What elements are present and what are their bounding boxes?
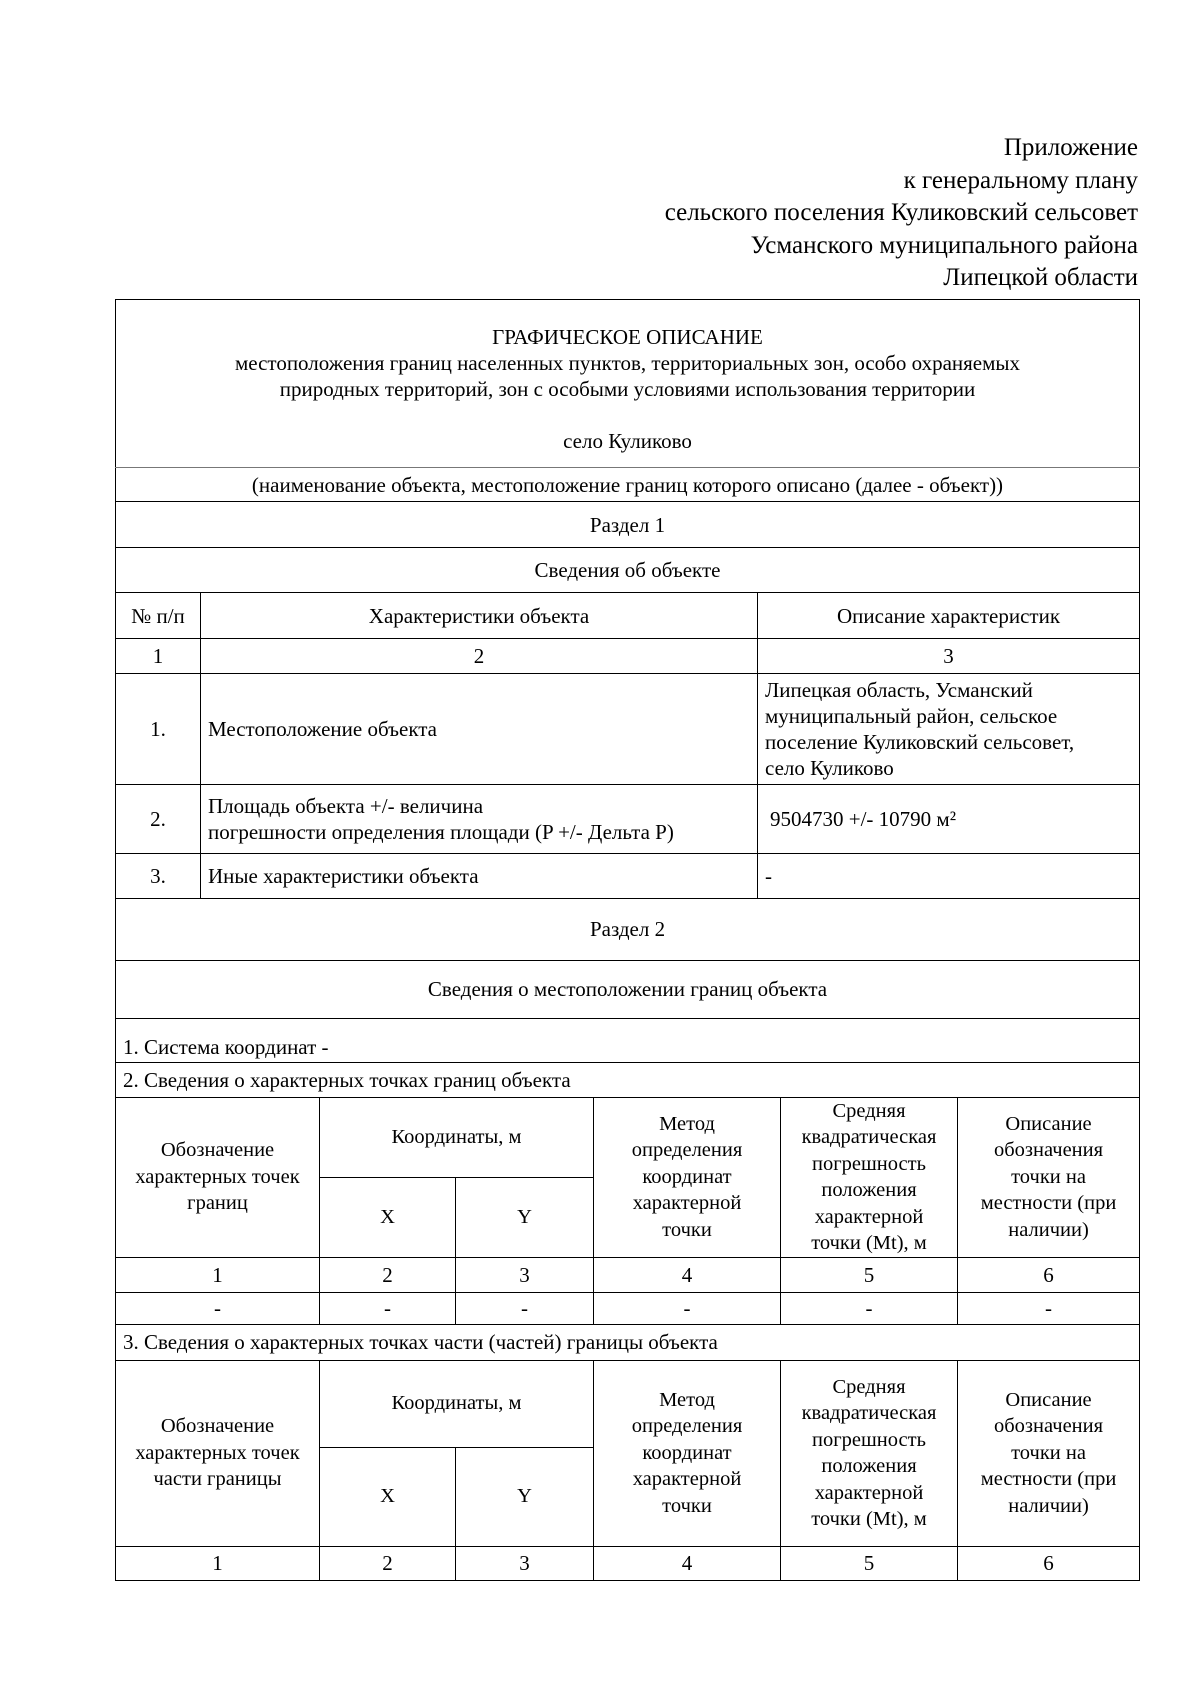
points-title: 2. Сведения о характерных точках границ объекта [116, 1062, 1140, 1097]
row-number: 3. [116, 854, 201, 899]
column-number: 1 [116, 1257, 320, 1292]
column-number: 4 [594, 1546, 781, 1580]
column-number: 5 [781, 1257, 958, 1292]
column-number: 2 [320, 1257, 456, 1292]
header-line: положения [821, 1179, 917, 1201]
document-subtitle: природных территорий, зон с особыми условиями использования территории [279, 377, 976, 401]
column-header-y: Y [456, 1178, 594, 1258]
header-line: местности (при [980, 1468, 1117, 1491]
annex-line: сельского поселения Куликовский сельсовет [664, 199, 1138, 226]
header-line: границ [187, 1192, 248, 1215]
section1-label: Раздел 1 [116, 502, 1140, 548]
header-line: определения [631, 1139, 743, 1162]
section2-table [115, 898, 1140, 1581]
column-header-coordinates: Координаты, м [320, 1360, 594, 1447]
header-line: точки на [1011, 1165, 1086, 1188]
part-points-title: 3. Сведения о характерных точках части (частей) границы объекта [116, 1324, 1140, 1360]
row-characteristic [201, 785, 758, 854]
row-number: 2. [116, 785, 201, 854]
column-header-num: № п/п [116, 593, 201, 639]
description-line: муниципальный район, сельское [765, 704, 1058, 728]
header-line: характерной [814, 1481, 924, 1504]
section2-title: Сведения о местоположении границ объекта [116, 960, 1140, 1018]
column-header-coordinates: Координаты, м [320, 1097, 594, 1178]
header-line: определения [631, 1415, 743, 1438]
header-line: квадратическая [801, 1402, 937, 1424]
header-line: наличии) [1008, 1494, 1089, 1517]
table-row [116, 674, 1140, 785]
header-line: точки на [1011, 1441, 1086, 1464]
header-line: характерной [632, 1468, 742, 1491]
row-description: - [758, 854, 1140, 899]
row-characteristic: Иные характеристики объекта [201, 854, 758, 899]
table-row [116, 854, 1140, 899]
column-number: 6 [958, 1546, 1140, 1580]
point-cell: - [116, 1292, 320, 1324]
header-line: Описание [1005, 1112, 1092, 1135]
row-description: 9504730 +/- 10790 м² [758, 785, 1140, 854]
annex-line: Приложение [1003, 134, 1138, 161]
annex-line: Липецкой области [943, 264, 1138, 291]
column-number: 1 [116, 1546, 320, 1580]
annex-header [665, 132, 1138, 295]
column-number: 4 [594, 1257, 781, 1292]
header-line: Обозначение [160, 1415, 275, 1438]
row-number: 1. [116, 674, 201, 785]
point-cell: - [320, 1292, 456, 1324]
document-title-block [116, 300, 1140, 468]
column-header-method [594, 1360, 781, 1546]
description-line: поселение Куликовский сельсовет, [765, 730, 1075, 754]
header-line: Описание [1005, 1388, 1092, 1411]
point-cell: - [594, 1292, 781, 1324]
column-number: 2 [201, 639, 758, 674]
description-line: село Куликово [765, 756, 894, 780]
table-row [116, 1292, 1140, 1324]
point-cell: - [781, 1292, 958, 1324]
annex-line: Усманского муниципального района [750, 231, 1138, 259]
column-number: 1 [116, 639, 201, 674]
header-line: координат [642, 1165, 732, 1188]
graphic-description-form [115, 299, 1139, 1581]
column-header-x: X [320, 1178, 456, 1258]
document-title: ГРАФИЧЕСКОЕ ОПИСАНИЕ [492, 325, 763, 349]
header-line: характерной [632, 1192, 742, 1215]
characteristic-line: Площадь объекта +/- величина [208, 794, 484, 818]
column-header-characteristic: Характеристики объекта [201, 593, 758, 639]
annex-line: к генеральному плану [903, 166, 1138, 194]
header-line: точки (Mt), м [811, 1232, 927, 1254]
header-line: обозначения [994, 1415, 1104, 1438]
section2-label: Раздел 2 [116, 898, 1140, 960]
column-header-mean-square-error [781, 1360, 958, 1546]
header-line: местности (при [980, 1192, 1117, 1215]
header-line: части границы [153, 1468, 282, 1491]
row-description [758, 674, 1140, 785]
header-line: Метод [659, 1112, 715, 1135]
header-line: Средняя [832, 1099, 906, 1122]
column-header-point-description [958, 1360, 1140, 1546]
document-subtitle: местоположения границ населенных пунктов, территориальных зон, особо охраняемых [234, 351, 1021, 375]
coordinate-system: 1. Система координат - [116, 1018, 1140, 1062]
characteristic-line: погрешности определения площади (P +/- Дельта P) [208, 820, 674, 844]
header-line: погрешность [812, 1152, 926, 1175]
header-line: квадратическая [801, 1126, 937, 1148]
object-name: село Куликово [563, 429, 692, 453]
header-line: координат [642, 1441, 732, 1464]
column-header-mean-square-error [781, 1097, 958, 1257]
row-characteristic: Местоположение объекта [201, 674, 758, 785]
column-number: 6 [958, 1257, 1140, 1292]
column-header-x: X [320, 1447, 456, 1546]
header-line: наличии) [1008, 1218, 1089, 1241]
point-cell: - [456, 1292, 594, 1324]
header-line: характерной [814, 1205, 924, 1228]
header-line: Средняя [832, 1375, 906, 1398]
column-header-description: Описание характеристик [758, 593, 1140, 639]
header-line: Обозначение [160, 1139, 275, 1162]
header-line: Метод [659, 1388, 715, 1411]
header-line: характерных точек [135, 1441, 300, 1464]
column-number: 3 [456, 1257, 594, 1292]
point-cell: - [958, 1292, 1140, 1324]
header-line: обозначения [994, 1139, 1104, 1162]
header-line: погрешность [812, 1428, 926, 1451]
description-line: Липецкая область, Усманский [765, 678, 1033, 702]
section1-table [115, 299, 1140, 899]
column-header-point-description [958, 1097, 1140, 1257]
header-line: точки (Mt), м [811, 1508, 927, 1530]
header-line: точки [662, 1494, 712, 1517]
column-header-method [594, 1097, 781, 1257]
header-line: положения [821, 1455, 917, 1477]
column-number: 3 [758, 639, 1140, 674]
object-caption: (наименование объекта, местоположение границ которого описано (далее - объект)) [116, 468, 1140, 502]
table-row [116, 785, 1140, 854]
column-number: 5 [781, 1546, 958, 1580]
column-number: 2 [320, 1546, 456, 1580]
column-header-point-designation [116, 1097, 320, 1257]
column-header-y: Y [456, 1447, 594, 1546]
section1-title: Сведения об объекте [116, 548, 1140, 593]
column-number: 3 [456, 1546, 594, 1580]
header-line: характерных точек [135, 1165, 300, 1188]
header-line: точки [662, 1218, 712, 1241]
column-header-part-point-designation [116, 1360, 320, 1546]
